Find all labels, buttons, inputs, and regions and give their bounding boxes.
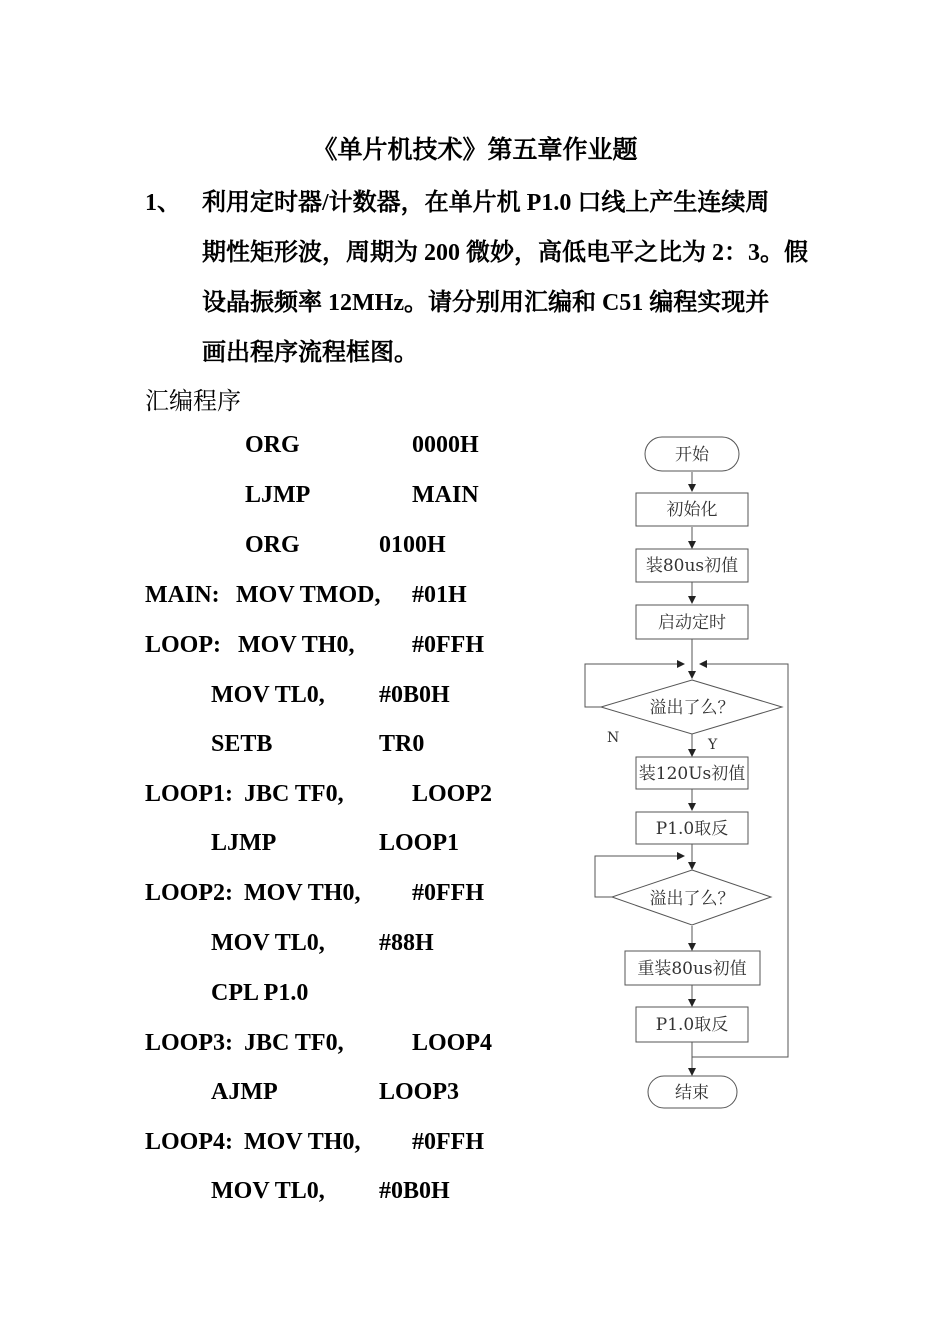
code-arg: #0B0H: [379, 682, 450, 708]
code-label: LOOP1:: [145, 781, 233, 807]
init-label: 初始化: [666, 500, 718, 520]
question-line-4: 画出程序流程框图。: [202, 340, 418, 366]
code-arg: LOOP2: [412, 781, 493, 807]
code-arg: #0FFH: [412, 632, 484, 658]
code-op: LJMP: [245, 482, 311, 508]
code-arg: MAIN: [412, 482, 479, 508]
yes-branch-label: Y: [708, 737, 718, 753]
code-label: LOOP4:: [145, 1129, 233, 1155]
code-op: AJMP: [211, 1079, 278, 1105]
code-label: MAIN:: [145, 582, 220, 608]
code-op: MOV TH0,: [238, 632, 355, 658]
code-op: JBC TF0,: [244, 781, 344, 807]
code-op: SETB: [211, 731, 273, 757]
overflow1-label: 溢出了么？: [649, 698, 735, 718]
code-op: MOV TMOD,: [236, 582, 381, 608]
question-line-3: 设晶振频率 12MHz。请分别用汇编和 C51 编程实现并: [202, 290, 770, 316]
load120-label: 装120Us初值: [638, 764, 746, 784]
code-arg: TR0: [379, 731, 425, 757]
code-op: JBC TF0,: [244, 1030, 344, 1056]
code-label: LOOP3:: [145, 1030, 233, 1056]
load80-label: 装80us初值: [645, 556, 739, 576]
code-op: MOV TL0,: [211, 682, 325, 708]
code-arg: #0B0H: [379, 1178, 450, 1204]
page-title: 《单片机技术》第五章作业题: [312, 137, 638, 164]
reload80-label: 重装80us初值: [637, 959, 747, 979]
code-arg: 0100H: [379, 532, 446, 558]
code-arg: LOOP3: [379, 1079, 460, 1105]
code-arg: LOOP4: [412, 1030, 493, 1056]
toggle1-label: P1.0取反: [655, 819, 729, 839]
code-arg: LOOP1: [379, 830, 460, 856]
code-op: MOV TL0,: [211, 930, 325, 956]
asm-heading: 汇编程序: [145, 389, 241, 415]
question-number: 1、: [145, 190, 181, 216]
code-op: MOV TH0,: [244, 880, 361, 906]
toggle2-label: P1.0取反: [655, 1015, 729, 1035]
code-label: LOOP2:: [145, 880, 233, 906]
question-line-1: 利用定时器/计数器，在单片机 P1.0 口线上产生连续周: [202, 190, 770, 216]
code-op: ORG: [245, 532, 300, 558]
overflow2-label: 溢出了么？: [649, 889, 735, 909]
end-label: 结束: [675, 1083, 709, 1103]
code-op: MOV TH0,: [244, 1129, 361, 1155]
code-op: MOV TL0,: [211, 1178, 325, 1204]
code-arg: #01H: [412, 582, 467, 608]
code-op: LJMP: [211, 830, 277, 856]
start-label: 开始: [675, 445, 709, 465]
code-arg: 0000H: [412, 432, 479, 458]
code-label: LOOP:: [145, 632, 221, 658]
question-line-2: 期性矩形波，周期为 200 微妙，高低电平之比为 2：3。假: [202, 240, 808, 266]
no-branch-label: N: [607, 730, 620, 746]
code-arg: #0FFH: [412, 880, 484, 906]
code-op: ORG: [245, 432, 300, 458]
code-op: CPL P1.0: [211, 980, 309, 1006]
start-timer-label: 启动定时: [658, 613, 726, 633]
code-arg: #0FFH: [412, 1129, 484, 1155]
code-arg: #88H: [379, 930, 434, 956]
